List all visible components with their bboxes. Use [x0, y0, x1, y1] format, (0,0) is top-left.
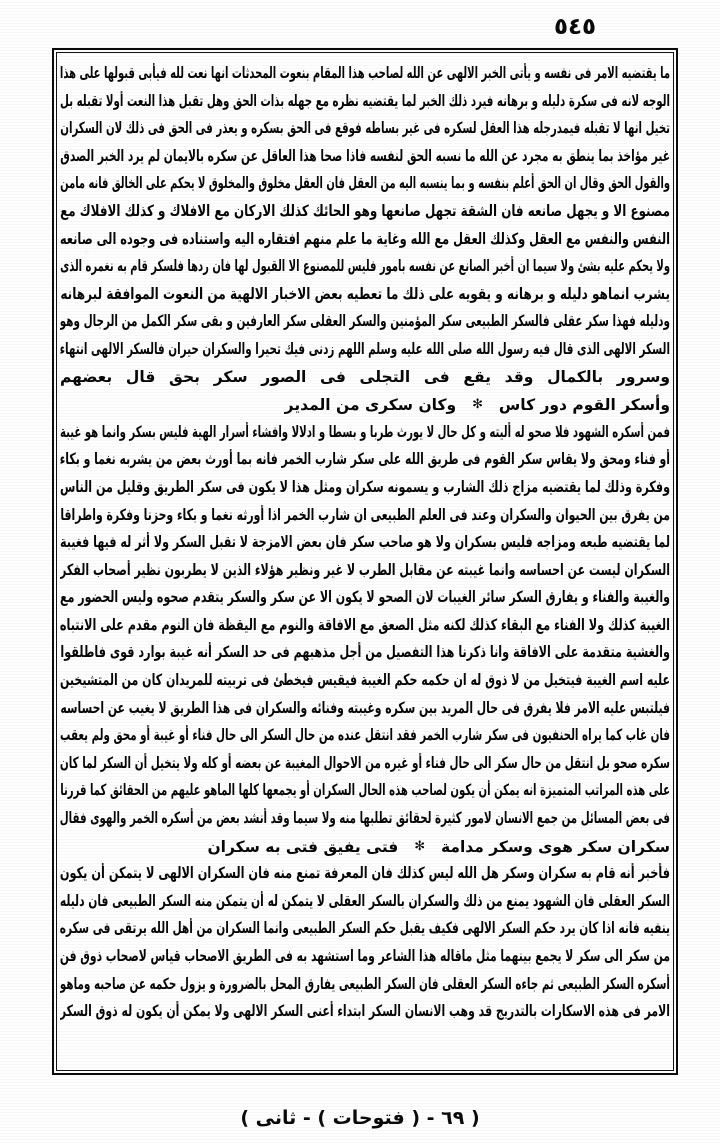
text-line	[60, 695, 670, 723]
verse-line	[60, 391, 670, 419]
text-line	[60, 557, 670, 585]
text-line	[60, 336, 670, 364]
line-text: الامر فى هذه الاسكارات بالتدريج قد وهب الانسان السكر ابتداء أعنى السكر الالهى ولا يمكن أن يكون له ذوق السكر	[60, 1002, 670, 1021]
text-line	[60, 888, 670, 916]
text-line	[60, 143, 670, 171]
verse-hemistich-second: فتى يفيق فتى به سكران	[207, 837, 399, 856]
line-text: يشرب انماهو دليله و برهانه و يقويه على ذلك ما تعطيه بعض الاخبار الالهية من النعوت الموافقة لبرهانه	[60, 284, 670, 303]
line-text: تخيل انها لا تقبله فيمدرجله هذا العقل لسكره فى غير بساطه فوقع فى الحق بسكره و يعذر فى الحق فى ذلك لان السكران	[60, 119, 670, 138]
text-line	[60, 502, 670, 530]
line-text: أسكره السكر الطبيعى ثم جاءه السكر العقلى فان السكر الطبيعى يفارق المحل بالضرورة و يزول حكمه عن صاحبه وماهو	[60, 974, 670, 993]
text-line	[60, 612, 670, 640]
text-line	[60, 419, 670, 447]
text-line	[60, 639, 670, 667]
line-text: ولا يحكم عليه بشئ ولا سيما ان أخبر الصانع عن نفسه بامور فليس للمصنوع الا القبول لها فان ردها فلسكر قام به نغمره الذى	[60, 257, 670, 276]
text-line	[60, 529, 670, 557]
line-text: أو فناء ومحق ولا يقاس سكر القوم فى طريق الله على سكر شارب الخمر فانه بما أورث بعض من يشربه نغما و بكاء	[60, 450, 670, 469]
line-text: ما يقتضيه الامر فى نفسه و يأتى الخبر الالهى عن الله لصاحب هذا المقام بنعوت المحدثات انها نعت لله فيأبى قبولها على هذا	[60, 64, 670, 82]
line-text: غير مؤاخذ بما ينطق به مجرد عن الله ما نسبه الحق لنفسه فاذا صحا هذا العاقل عن سكره بالايمان لم يرد الخبر الصدق	[60, 146, 670, 165]
text-line	[60, 60, 670, 88]
text-line	[60, 805, 670, 833]
line-text: فان غاب كما يراه الحنفيون فى سكر شارب الخمر فقد انتقل عنده من حال السكر الى حال فناء أو غيبة أو محق ولم يعقب	[60, 726, 670, 745]
line-text: النفس والنفس مع العقل وكذلك العقل مع الله وغاية ما علم منهم افتقاره اليه واستناده فى وجوده الى صانعه	[60, 229, 670, 248]
text-line	[60, 170, 670, 198]
text-line	[60, 281, 670, 309]
line-text: فمن أسكره الشهود فلا صحو له أليته و كل حال لا يورث طربا و بسطا و ادلالا وافشاء أسرار الهية فليس بسكر وانما هو غيبة	[60, 422, 670, 441]
text-line	[60, 584, 670, 612]
line-text: على هذه المراتب المتميزة انه يمكن أن يكون لصاحب هذه الحال السكران أو يجمعها كلها الماهو عليهم من الحقائق كما قررنا	[60, 781, 670, 800]
star-separator-icon: ✻	[414, 838, 425, 854]
folio-number-container	[0, 14, 720, 40]
line-text: ينفيه فانه اذا كان يرد حكم السكر الالهى فكيف يقبل حكم السكر الطبيعى وانما السكران من أهل الله يرتقى فى سكره	[60, 919, 670, 938]
text-line	[60, 226, 670, 254]
text-line	[60, 308, 670, 336]
text-line	[60, 971, 670, 999]
line-text: السكر العقلى فان الشهود يمنع من ذلك والسكران بالسكر العقلى لا يتمكن له أن يتمكن منه السكر الطبيعى فان دليله	[60, 891, 670, 910]
star-separator-icon: ✻	[472, 397, 483, 413]
text-line	[60, 253, 670, 281]
line-text: الغيبة كذلك ولا الفناء مع البقاء كذلك لكنه مثل الصعق مع الافاقة والنوم مع اليقظة فان النوم مقدم على الانتباه	[60, 615, 670, 634]
line-text: من سكر الى سكر لا يجمع بينهما مثل ماقاله هذا الشاعر وما استشهد به فى الطريق الاصحاب قياس لاصحاب ذوق فن	[60, 947, 670, 965]
verse-line	[60, 833, 670, 861]
verse-hemistich-first: سكران سكر هوى وسكر مدامة	[441, 837, 670, 856]
text-line	[60, 998, 670, 1026]
text-line	[60, 446, 670, 474]
text-line	[60, 364, 670, 392]
line-text: والغيبة والفناء و يفارق السكر سائر الغيبات لان الصحو لا يكون الا عن سكر والسكر يتقدم صحوه وليس الحضور مع	[60, 588, 670, 607]
gathering-signature: ( ٦٩ ‑ ( فتوحات ) ‑ ثانى )	[240, 1107, 480, 1129]
line-text: والغشية متقدمة على الافاقة وانا ذكرنا هذا التفصيل من أجل مذهبهم فى حد السكر أنه غيبة بوارد قوى فاطلقوا	[60, 643, 670, 662]
text-line	[60, 943, 670, 971]
line-text: السكران ليست عن احساسه وانما غيبته عن مقابل الطرب لا غير ونظير هؤلاء الذين لا يطربون نظير أصحاب الفكر	[60, 560, 670, 579]
text-line	[60, 667, 670, 695]
line-text: من يفرق بين الحيوان والسكران وعند فى العلم الطبيعى ان شارب الخمر اذا أورثه نغما و بكاء وحزنا وفكرة واطراقا	[60, 505, 670, 524]
text-line	[60, 860, 670, 888]
line-text: فأخبر أنه قام به سكران وسكر هل الله ليس كذلك فان المعرفة تمنع منه فان السكران الالهى لا يتمكن أن يكون	[60, 864, 670, 883]
text-line	[60, 915, 670, 943]
text-line	[60, 88, 670, 116]
line-text: وفكرة وذلك لما يقتضيه مزاج ذلك الشارب و يسمونه سكران ومثل هذا لا يكون فى سكر الطريق وقليل من الناس	[60, 477, 670, 496]
line-text: السكر الالهى الذى قال فيه رسول الله صلى الله عليه وسلم اللهم زدنى فيك تحيرا والسكران حيران فالسكر الالهى انتهاء	[60, 339, 670, 358]
line-text: فيلتبس عليه الامر فلا يفرق فى حال المريد بين سكره وغيبته وفنائه والسكران فى هذا الطريق لا يغيب عن احساسه	[60, 698, 670, 717]
line-text: وسرور بالكمال وقد يقع فى التجلى فى الصور سكر بحق قال بعضهم	[60, 367, 670, 386]
text-line	[60, 198, 670, 226]
line-text: الوجه لانه فى سكرة دليله و برهانه فيرد ذلك الخبر لما يقتضيه نظره مع جهله بذات الحق وهل تقبل هذا النعت أولا تقبله بل	[60, 91, 670, 110]
line-text: عليه اسم الغيبة فيتخيل من لا ذوق له ان حكمه حكم الغيبة فيقيس فيخطئ فى تربيته للمريدان كان من المتشيخين	[60, 671, 670, 690]
line-text: والقول الحق وقال ان الحق أعلم بنفسه و بما ينسبه اليه من العقل فان العقل مخلوق والمخلوق لا يحكم على الخالق فانه مامن	[60, 174, 670, 193]
line-text: ودليله فهذا سكر عقلى فالسكر الطبيعى سكر المؤمنين والسكر العقلى سكر العارفين و بقى سكر الكمل من الرجال وهو	[60, 312, 670, 331]
page-text-block	[56, 58, 674, 1053]
folio-number: ٥٤٥	[553, 14, 597, 40]
text-line	[60, 777, 670, 805]
verse-hemistich-first: وأسكر القوم دور كاس	[498, 396, 670, 415]
text-line	[60, 750, 670, 778]
line-text: مصنوع الا و يجهل صانعه فان الشقة تجهل صانعها وهو الحائك كذلك الاركان مع الافلاك و كذلك الافلاك مع	[60, 201, 670, 220]
line-text: سكره صحو بل انتقل من حال سكر الى حال فناء أو غيره من الاحوال المغيبة عن بعضه أو كله ولا يتخيل أن السكر لما كان	[60, 753, 670, 772]
line-text: فى بعض المسائل من جمع الانسان لامور كثيرة لحقائق تطلبها منه ولا سيما وقد أنشد بعض من أسكره الخمر والهوى فقال	[60, 809, 670, 828]
line-text: لما يقتضيه طبعه ومزاجه فليس بسكران ولا هو صاحب سكر فان بعض الامزجة لا تقبل السكر ولا أثر له فيها فغيبة	[60, 533, 670, 552]
text-line	[60, 115, 670, 143]
text-line	[60, 722, 670, 750]
verse-hemistich-second: وكان سكرى من المدير	[284, 396, 457, 415]
text-line	[60, 474, 670, 502]
